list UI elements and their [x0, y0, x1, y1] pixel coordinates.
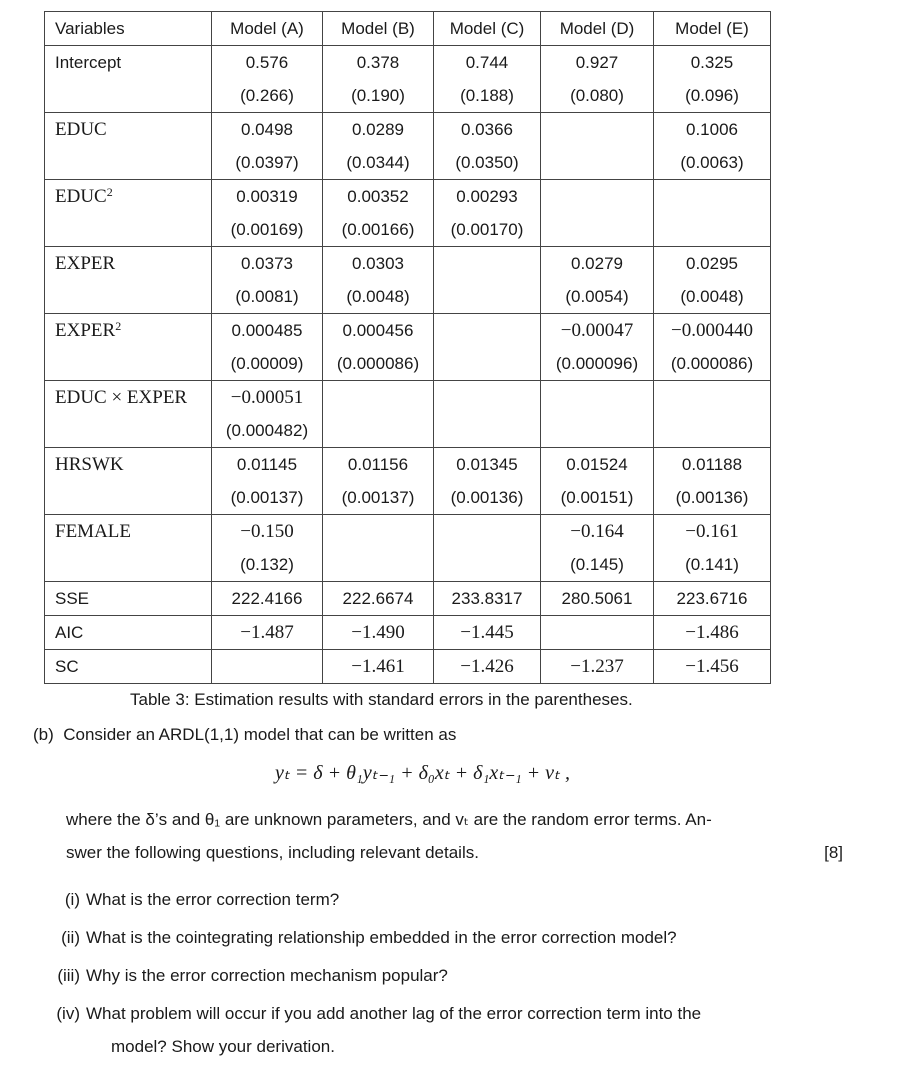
coefficient — [323, 515, 433, 548]
stat-value: −1.486 — [685, 622, 739, 643]
coefficient: 0.0303 — [352, 254, 404, 273]
stat-value: −1.456 — [685, 656, 739, 677]
standard-error — [541, 146, 653, 179]
standard-error: (0.00151) — [560, 488, 634, 507]
estimate-cell — [654, 46, 771, 113]
standard-error: (0.00137) — [230, 488, 304, 507]
paragraph-line-1: where the δ’s and θ₁ are unknown parameters, and vₜ are the random error terms. An- — [66, 810, 712, 829]
coefficient: 0.0289 — [352, 120, 404, 139]
variable-name: FEMALE — [55, 521, 131, 542]
stat-value: −1.237 — [570, 656, 624, 677]
variable-cell — [45, 113, 212, 180]
estimate-cell — [323, 448, 434, 515]
paragraph-line-2: swer the following questions, including relevant details. — [66, 843, 479, 862]
estimate-cell — [541, 113, 654, 180]
estimate-cell — [212, 448, 323, 515]
standard-error: (0.000096) — [555, 354, 639, 373]
question-number: (ii) — [61, 928, 80, 947]
stat-value: 280.5061 — [561, 589, 633, 608]
variable-cell — [45, 180, 212, 247]
estimate-cell — [541, 381, 654, 448]
stat-value-cell — [434, 650, 541, 684]
coefficient: 0.378 — [356, 53, 400, 72]
standard-error — [434, 280, 540, 313]
stat-value-cell — [434, 582, 541, 616]
question-iii — [40, 966, 448, 986]
stat-row — [45, 650, 771, 684]
ardl-equation: yₜ = δ + θ₁yₜ₋₁ + δ₀xₜ + δ₁xₜ₋₁ + vₜ , — [275, 762, 570, 784]
table-caption: Table 3: Estimation results with standard errors in the parentheses. — [130, 690, 633, 709]
stat-value-cell — [654, 582, 771, 616]
question-iv-continued: model? Show your derivation. — [111, 1037, 335, 1056]
header-label: Model (B) — [341, 19, 415, 38]
stat-value-cell — [541, 582, 654, 616]
variable-cell — [45, 247, 212, 314]
stat-value-cell — [323, 650, 434, 684]
standard-error: (0.000086) — [336, 354, 420, 373]
question-text: What is the error correction term? — [86, 890, 340, 909]
estimate-cell — [434, 46, 541, 113]
variable-cell — [45, 515, 212, 582]
table-row — [45, 515, 771, 582]
coefficient: 0.0279 — [571, 254, 623, 273]
coefficient: −0.161 — [685, 521, 739, 542]
stat-name-cell — [45, 582, 212, 616]
stat-row — [45, 582, 771, 616]
table-row — [45, 247, 771, 314]
stat-value: −1.445 — [460, 622, 514, 643]
estimate-cell — [323, 247, 434, 314]
table-header-row — [45, 12, 771, 46]
results-table — [44, 11, 771, 684]
coefficient — [323, 381, 433, 414]
standard-error: (0.00136) — [675, 488, 749, 507]
coefficient: 0.00352 — [347, 187, 409, 206]
estimate-cell — [212, 113, 323, 180]
estimate-cell — [323, 515, 434, 582]
variable-superscript: 2 — [106, 185, 113, 199]
standard-error: (0.00009) — [230, 354, 304, 373]
estimate-cell — [434, 247, 541, 314]
variable-name: EXPER — [55, 320, 116, 341]
estimate-cell — [541, 180, 654, 247]
standard-error: (0.00169) — [230, 220, 304, 239]
header-model — [654, 12, 771, 46]
stat-name: SC — [55, 657, 79, 676]
estimate-cell — [212, 381, 323, 448]
standard-error: (0.0063) — [680, 153, 744, 172]
estimate-cell — [541, 515, 654, 582]
standard-error: (0.00166) — [341, 220, 415, 239]
standard-error: (0.0048) — [680, 287, 744, 306]
stat-value: −1.461 — [351, 656, 405, 677]
estimate-cell — [323, 314, 434, 381]
header-model — [212, 12, 323, 46]
estimate-cell — [541, 46, 654, 113]
question-text: What problem will occur if you add another lag of the error correction term into the — [86, 1004, 702, 1023]
stat-value-cell — [541, 616, 654, 650]
question-number: (iv) — [56, 1004, 80, 1023]
estimate-cell — [654, 314, 771, 381]
coefficient: 0.0498 — [241, 120, 293, 139]
estimate-cell — [434, 448, 541, 515]
stat-value-cell — [654, 650, 771, 684]
standard-error — [434, 414, 540, 447]
standard-error: (0.188) — [460, 86, 514, 105]
estimate-cell — [434, 180, 541, 247]
table-row — [45, 448, 771, 515]
standard-error: (0.096) — [685, 86, 739, 105]
coefficient: 0.576 — [245, 53, 289, 72]
variable-cell — [45, 448, 212, 515]
coefficient — [541, 381, 653, 414]
standard-error: (0.0350) — [455, 153, 519, 172]
coefficient — [654, 381, 770, 414]
stat-row — [45, 616, 771, 650]
header-model — [323, 12, 434, 46]
table-row — [45, 180, 771, 247]
standard-error — [541, 414, 653, 447]
stat-value: −1.487 — [240, 622, 294, 643]
header-label: Model (C) — [449, 19, 525, 38]
standard-error: (0.080) — [570, 86, 624, 105]
stat-value-cell — [212, 650, 323, 684]
standard-error: (0.266) — [240, 86, 294, 105]
standard-error — [541, 213, 653, 246]
stat-value-cell — [323, 582, 434, 616]
coefficient: 0.01145 — [236, 455, 298, 474]
variable-name: EDUC × EXPER — [55, 387, 188, 408]
estimate-cell — [654, 381, 771, 448]
coefficient: 0.01156 — [347, 455, 409, 474]
coefficient: 0.744 — [465, 53, 509, 72]
variable-name: Intercept — [55, 53, 122, 72]
header-label: Model (A) — [230, 19, 304, 38]
header-variables — [45, 12, 212, 46]
coefficient: 0.1006 — [686, 120, 738, 139]
stat-value — [212, 650, 322, 683]
question-iv — [40, 1004, 701, 1024]
coefficient: 0.0366 — [461, 120, 513, 139]
coefficient — [434, 247, 540, 280]
question-number: (i) — [64, 890, 80, 909]
estimate-cell — [434, 314, 541, 381]
standard-error — [434, 347, 540, 380]
estimate-cell — [541, 314, 654, 381]
estimate-cell — [212, 314, 323, 381]
estimate-cell — [541, 448, 654, 515]
stat-value: 223.6716 — [676, 589, 748, 608]
standard-error: (0.00137) — [341, 488, 415, 507]
table-row — [45, 113, 771, 180]
coefficient: 0.325 — [690, 53, 734, 72]
variable-name: EXPER — [55, 253, 116, 274]
coefficient: 0.00319 — [236, 187, 298, 206]
coefficient — [434, 381, 540, 414]
standard-error — [434, 548, 540, 581]
coefficient: 0.0295 — [686, 254, 738, 273]
stat-value-cell — [434, 616, 541, 650]
part-b-label: (b) — [33, 725, 54, 744]
stat-value: 233.8317 — [451, 589, 523, 608]
table-row — [45, 314, 771, 381]
stat-value: −1.426 — [460, 656, 514, 677]
coefficient: 0.000456 — [342, 321, 414, 340]
standard-error: (0.00136) — [450, 488, 524, 507]
standard-error: (0.0397) — [235, 153, 299, 172]
stat-value-cell — [323, 616, 434, 650]
table-row — [45, 46, 771, 113]
estimate-cell — [434, 515, 541, 582]
coefficient: 0.01188 — [681, 455, 743, 474]
coefficient — [541, 180, 653, 213]
table-row — [45, 381, 771, 448]
estimate-cell — [654, 515, 771, 582]
standard-error: (0.00170) — [450, 220, 524, 239]
standard-error: (0.0081) — [235, 287, 299, 306]
standard-error: (0.0054) — [565, 287, 629, 306]
marks-label: [8] — [824, 843, 843, 862]
stat-value: −1.490 — [351, 622, 405, 643]
standard-error: (0.190) — [351, 86, 405, 105]
part-b-intro — [33, 725, 456, 745]
standard-error: (0.0344) — [346, 153, 410, 172]
standard-error: (0.000086) — [670, 354, 754, 373]
header-label: Variables — [55, 19, 125, 38]
question-ii — [40, 928, 677, 948]
standard-error — [654, 414, 770, 447]
coefficient: 0.0373 — [241, 254, 293, 273]
header-label: Model (E) — [675, 19, 749, 38]
coefficient: 0.00293 — [456, 187, 518, 206]
coefficient — [654, 180, 770, 213]
stat-value-cell — [654, 616, 771, 650]
coefficient — [434, 515, 540, 548]
standard-error: (0.132) — [240, 555, 294, 574]
coefficient — [541, 113, 653, 146]
question-number: (iii) — [57, 966, 80, 985]
estimate-cell — [654, 247, 771, 314]
coefficient: −0.00051 — [230, 387, 304, 408]
estimate-cell — [323, 180, 434, 247]
estimate-cell — [212, 515, 323, 582]
variable-name: EDUC — [55, 186, 107, 207]
estimate-cell — [654, 180, 771, 247]
standard-error — [323, 548, 433, 581]
question-text: What is the cointegrating relationship embedded in the error correction model? — [86, 928, 677, 947]
stat-value: 222.6674 — [342, 589, 414, 608]
coefficient — [434, 314, 540, 347]
stat-name-cell — [45, 650, 212, 684]
estimate-cell — [323, 113, 434, 180]
estimate-cell — [212, 180, 323, 247]
estimate-cell — [541, 247, 654, 314]
part-b-intro-text: Consider an ARDL(1,1) model that can be written as — [63, 725, 457, 744]
header-model — [434, 12, 541, 46]
estimate-cell — [212, 247, 323, 314]
stat-value-cell — [212, 616, 323, 650]
estimate-cell — [434, 381, 541, 448]
stat-value-cell — [212, 582, 323, 616]
coefficient: 0.000485 — [231, 321, 303, 340]
stat-value — [541, 616, 653, 649]
estimate-cell — [323, 381, 434, 448]
standard-error: (0.000482) — [225, 421, 309, 440]
estimate-cell — [323, 46, 434, 113]
coefficient: 0.927 — [575, 53, 619, 72]
coefficient: 0.01524 — [566, 455, 628, 474]
coefficient: −0.150 — [240, 521, 294, 542]
variable-cell — [45, 381, 212, 448]
estimate-cell — [654, 448, 771, 515]
standard-error — [654, 213, 770, 246]
variable-name: EDUC — [55, 119, 107, 140]
variable-cell — [45, 46, 212, 113]
stat-value: 222.4166 — [231, 589, 303, 608]
question-text: Why is the error correction mechanism popular? — [86, 966, 448, 985]
coefficient: −0.164 — [570, 521, 624, 542]
stat-value-cell — [541, 650, 654, 684]
stat-name: AIC — [55, 623, 84, 642]
variable-name: HRSWK — [55, 454, 124, 475]
variable-superscript: 2 — [115, 319, 122, 333]
estimate-cell — [212, 46, 323, 113]
header-model — [541, 12, 654, 46]
standard-error: (0.145) — [570, 555, 624, 574]
standard-error: (0.0048) — [346, 287, 410, 306]
variable-cell — [45, 314, 212, 381]
estimate-cell — [654, 113, 771, 180]
stat-name: SSE — [55, 589, 90, 608]
coefficient: 0.01345 — [456, 455, 518, 474]
standard-error: (0.141) — [685, 555, 739, 574]
header-label: Model (D) — [559, 19, 635, 38]
stat-name-cell — [45, 616, 212, 650]
standard-error — [323, 414, 433, 447]
coefficient: −0.000440 — [671, 320, 753, 341]
question-i — [40, 890, 339, 910]
estimate-cell — [434, 113, 541, 180]
coefficient: −0.00047 — [560, 320, 634, 341]
